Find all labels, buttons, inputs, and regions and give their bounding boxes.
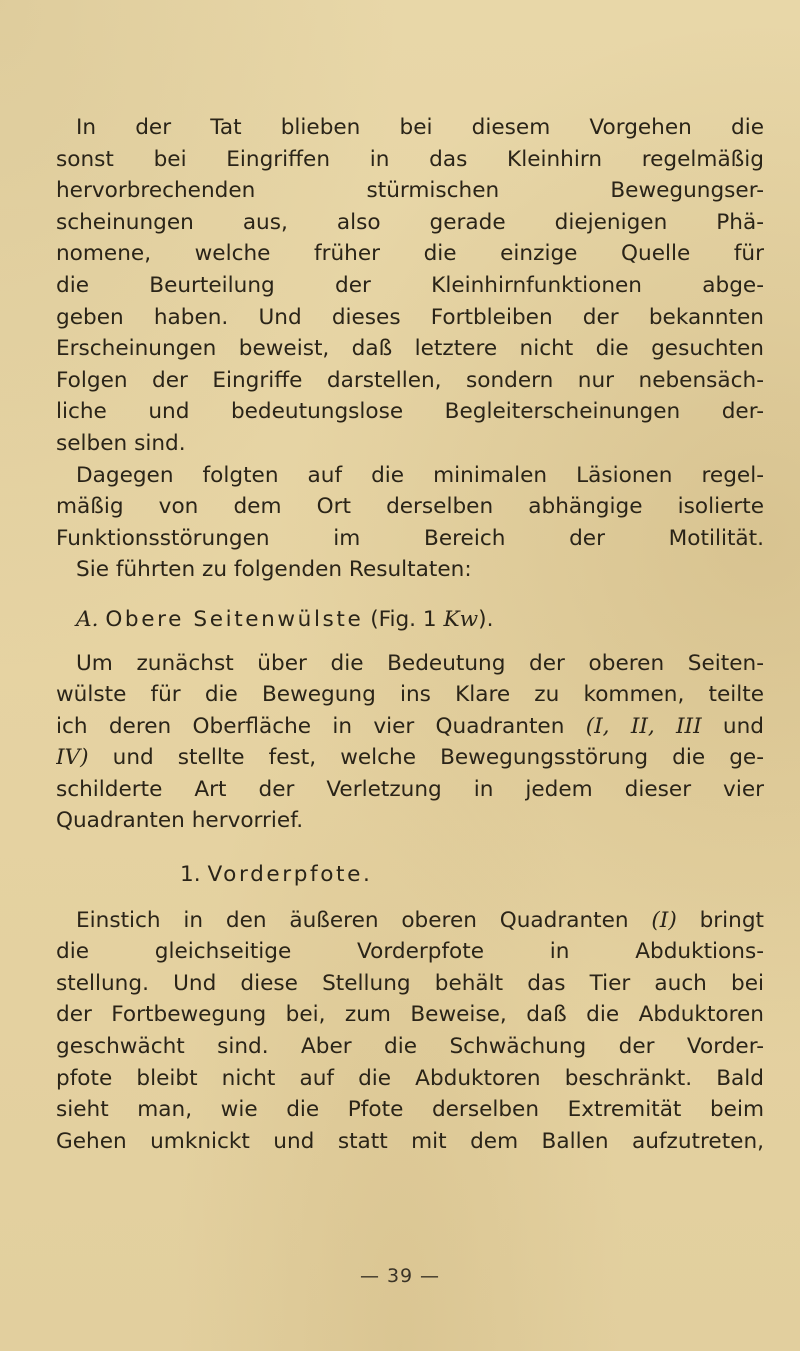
text-line: der Fortbewegung bei, zum Beweise, daß die Abduktoren [56, 1002, 764, 1028]
text-span: Einstich in den äußeren oberen Quadranten [76, 907, 652, 933]
text-line [56, 905, 764, 937]
text-span: bringt [676, 907, 764, 933]
text-line: sonst bei Eingriffen in das Kleinhirn regelmäßig [56, 146, 764, 172]
quadrant-labels: (I, II, III [585, 713, 702, 739]
text-span: und [701, 713, 764, 739]
text-line: Quadranten hervorrief. [56, 808, 304, 834]
text-line: die Beurteilung der Kleinhirnfunktionen abge- [56, 272, 764, 298]
text-line: schilderte Art der Verletzung in jedem dieser vier [56, 776, 764, 802]
text-line: liche und bedeutungslose Begleiterscheinungen der- [56, 399, 764, 425]
section-heading-a [56, 604, 764, 636]
subsection-heading [56, 859, 764, 891]
text-line: nomene, welche früher die einzige Quelle für [56, 241, 764, 267]
text-line: mäßig von dem Ort derselben abhängige isolierte [56, 494, 764, 520]
text-line: Um zunächst über die Bedeutung der oberen Seiten- [76, 650, 764, 676]
subsection-title: Vorderpfote. [207, 862, 373, 888]
text-line: geschwächt sind. Aber die Schwächung der Vorder- [56, 1034, 764, 1060]
quadrant-label: (I) [651, 907, 677, 933]
text-line: scheinungen aus, also gerade diejenigen Phä- [56, 209, 764, 235]
text-line: Folgen der Eingriffe darstellen, sondern nur nebensäch- [56, 367, 764, 393]
section-title: Obere Seitenwülste [105, 606, 364, 632]
text-line: Erscheinungen beweist, daß letztere nicht die gesuchten [56, 336, 764, 362]
text-span: und stellte fest, welche Bewegungsstörung die ge- [88, 745, 764, 771]
body-text [56, 112, 764, 1157]
text-line: wülste für die Bewegung ins Klare zu kommen, teilte [56, 682, 764, 708]
text-line: hervorbrechenden stürmischen Bewegungser- [56, 178, 764, 204]
text-line: pfote bleibt nicht auf die Abduktoren beschränkt. Bald [56, 1065, 764, 1091]
subsection-number: 1. [180, 862, 201, 888]
text-line: geben haben. Und dieses Fortbleiben der bekannten [56, 304, 764, 330]
text-line: die gleichseitige Vorderpfote in Abduktions- [56, 939, 764, 965]
text-line: sieht man, wie die Pfote derselben Extremität beim [56, 1097, 764, 1123]
quadrant-label: IV) [56, 745, 89, 771]
text-line [56, 711, 764, 743]
text-line [56, 742, 764, 774]
text-line: Sie führten zu folgenden Resultaten: [76, 557, 472, 583]
text-line: Gehen umknickt und statt mit dem Ballen aufzutreten, [56, 1128, 764, 1154]
section-letter: A. [76, 606, 99, 632]
page-number: — 39 — [360, 1265, 440, 1287]
text-span: ich deren Oberfläche in vier Quadranten [56, 713, 586, 739]
text-line: stellung. Und diese Stellung behält das Tier auch bei [56, 970, 764, 996]
figure-ref-close: ). [478, 606, 494, 632]
figure-ref-open: (Fig. 1 [370, 606, 444, 632]
text-line: Dagegen folgten auf die minimalen Läsionen regel- [76, 462, 764, 488]
text-line: In der Tat blieben bei diesem Vorgehen die [76, 115, 764, 140]
text-line: selben sind. [56, 430, 186, 456]
text-line: Funktionsstörungen im Bereich der Motilität. [56, 525, 764, 551]
figure-ref-label: Kw [443, 606, 479, 632]
